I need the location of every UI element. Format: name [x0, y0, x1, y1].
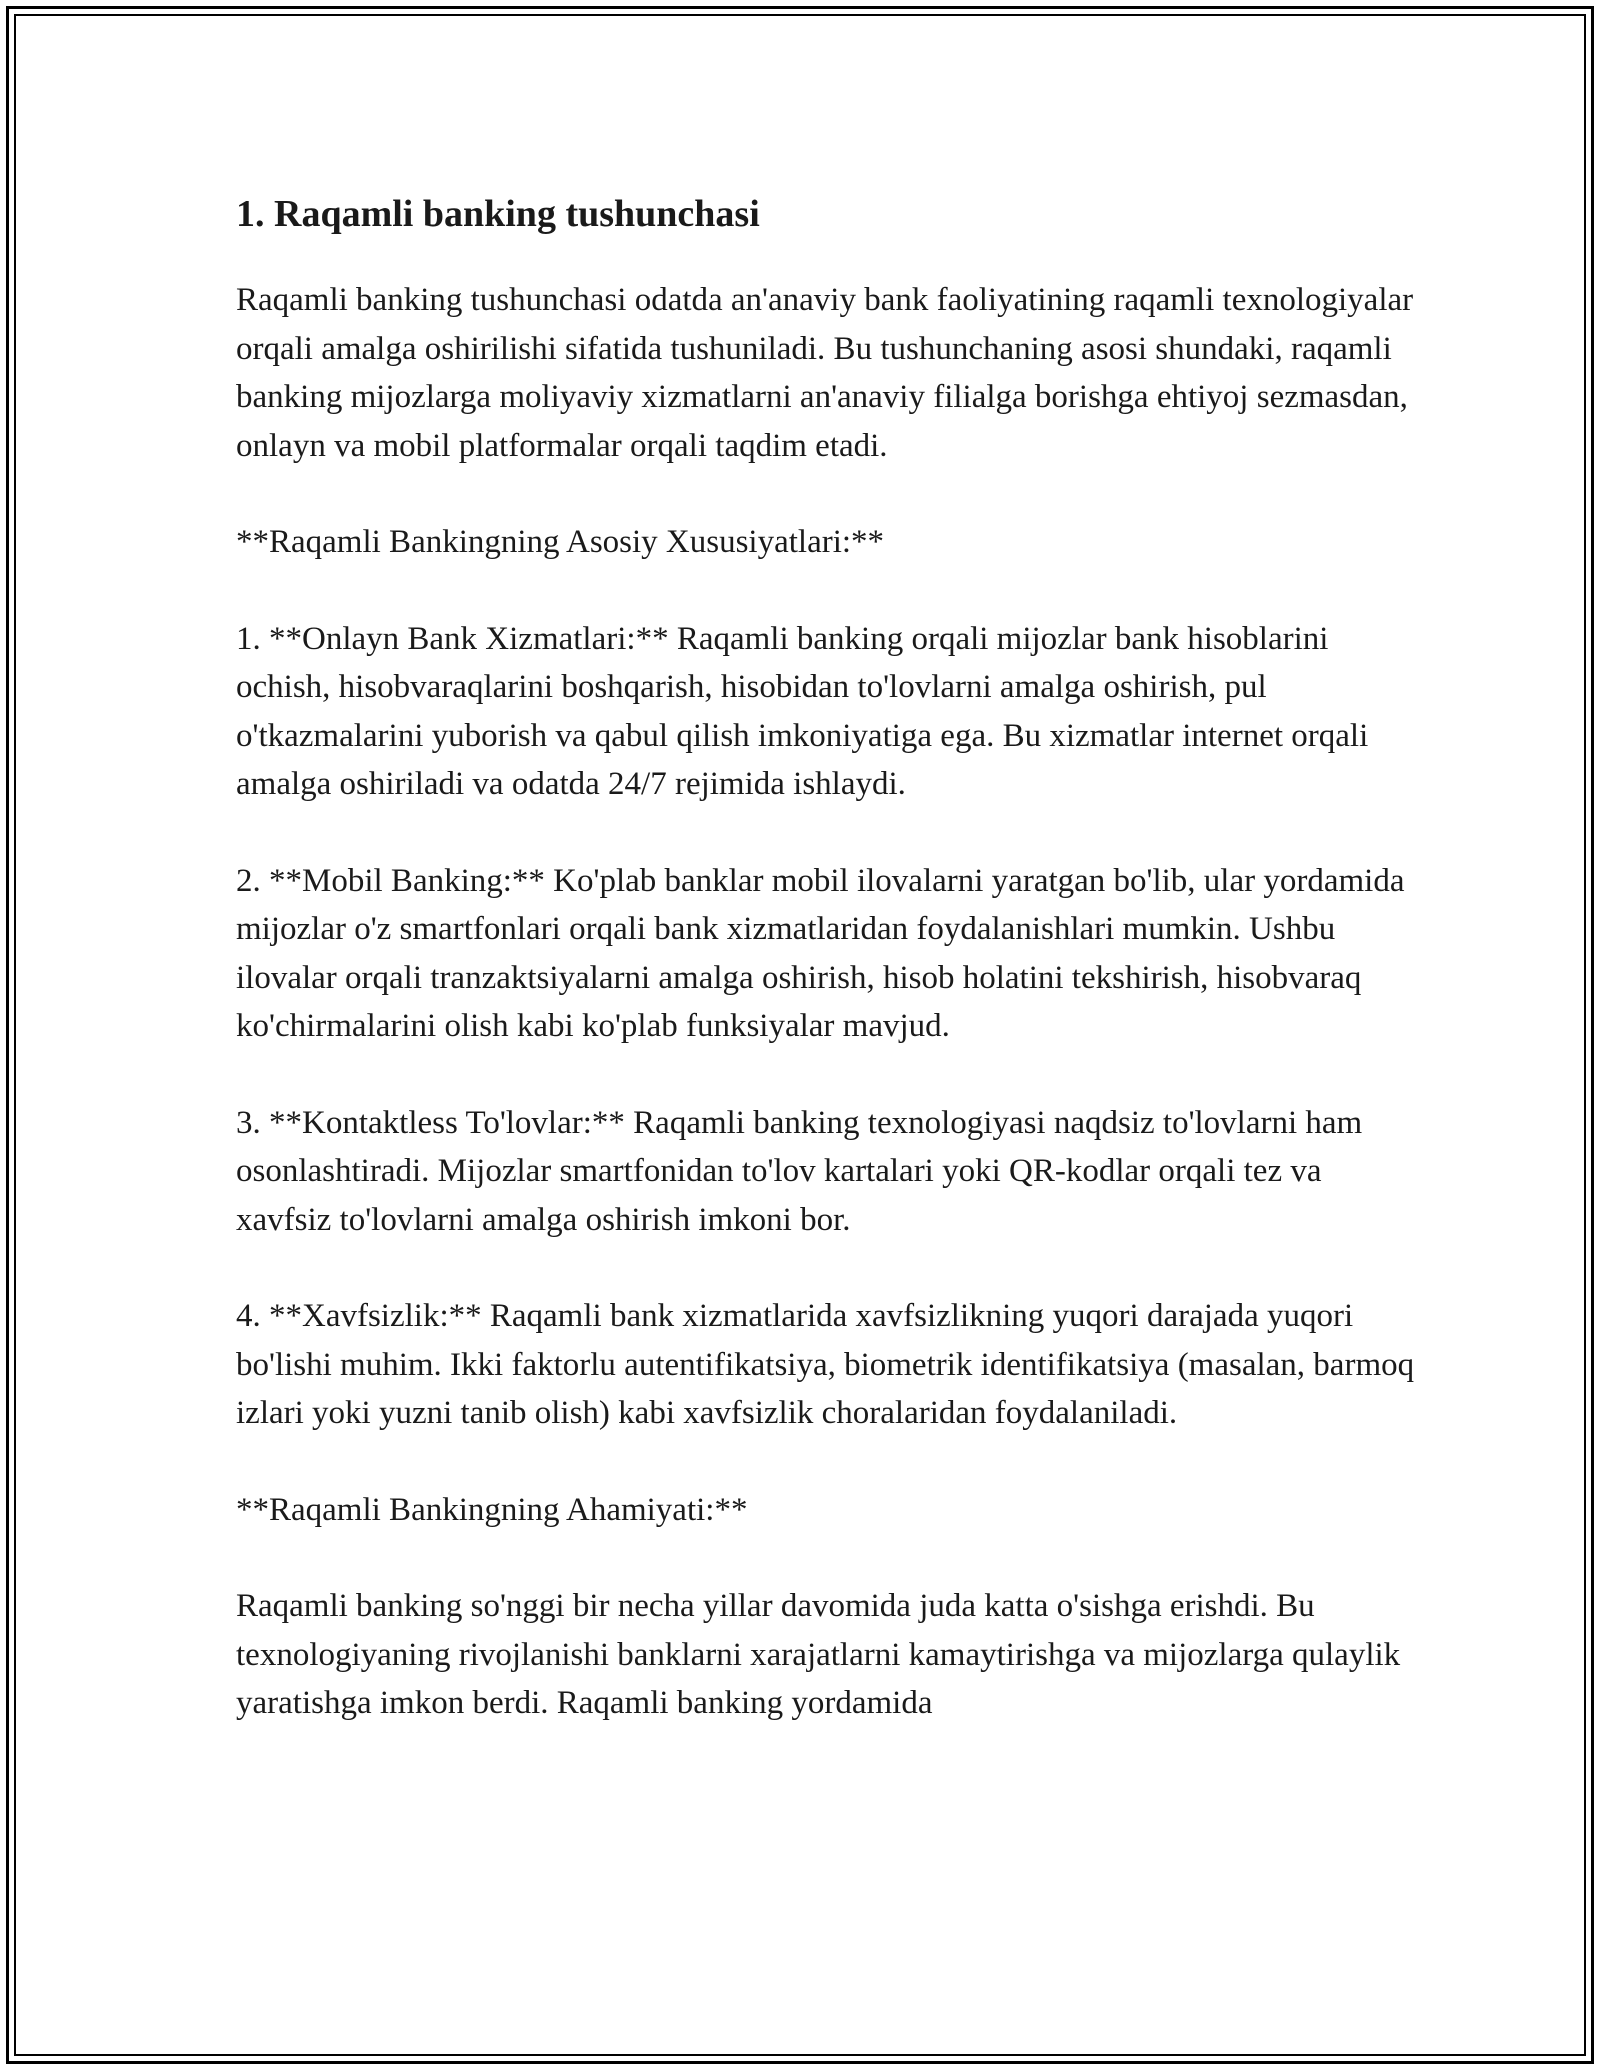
feature-item-online-banking: 1. **Onlayn Bank Xizmatlari:** Raqamli banking orqali mijozlar bank hisoblarini ochish, hisobvaraqlarini boshqarish, hisobidan to'lovlarni amalga oshirish, pul o'tkazmalarini yuborish va qabul qilish imkoniyatiga ega. Bu xizmatlar internet orqali amalga oshiriladi va odatda 24/7 rejimida ishlaydi.: [236, 620, 1369, 802]
intro-paragraph: Raqamli banking tushunchasi odatda an'anaviy bank faoliyatining raqamli texnologiyalar orqali amalga oshirilishi sifatida tushuniladi. Bu tushunchaning asosi shundaki, raqamli banking mijozlarga moliyaviy xizmatlarni an'anaviy filialga borishga ehtiyoj sezmasdan, onlayn va mobil platformalar orqali taqdim etadi.: [236, 282, 1414, 464]
importance-subheading: **Raqamli Bankingning Ahamiyati:**: [236, 1491, 748, 1528]
features-subheading: **Raqamli Bankingning Asosiy Xususiyatlari:**: [236, 524, 885, 560]
document-body: [236, 186, 1416, 1776]
feature-item-contactless-payments: 3. **Kontaktless To'lovlar:** Raqamli banking texnologiyasi naqdsiz to'lovlarni ham osonlashtiradi. Mijozlar smartfonidan to'lov kartalari yoki QR-kodlar orqali tez va xavfsiz to'lovlarni amalga oshirish imkoni bor.: [236, 1104, 1363, 1238]
document-heading: 1. Raqamli banking tushunchasi: [236, 193, 760, 235]
importance-paragraph: Raqamli banking so'nggi bir necha yillar davomida juda katta o'sishga erishdi. Bu texnologiyaning rivojlanishi banklarni xarajatlarni kamaytirishga va mijozlarga qulaylik yaratishga imkon berdi. Raqamli banking yordamida: [236, 1588, 1401, 1721]
feature-item-mobile-banking: 2. **Mobil Banking:** Ko'plab banklar mobil ilovalarni yaratgan bo'lib, ular yordamida mijozlar o'z smartfonlari orqali bank xizmatlaridan foydalanishlari mumkin. Ushbu ilovalar orqali tranzaktsiyalarni amalga oshirish, hisob holatini tekshirish, hisobvaraq ko'chirmalarini olish kabi ko'plab funksiyalar mavjud.: [236, 862, 1405, 1044]
feature-item-security: 4. **Xavfsizlik:** Raqamli bank xizmatlarida xavfsizlikning yuqori darajada yuqori bo'lishi muhim. Ikki faktorlu autentifikatsiya, biometrik identifikatsiya (masalan, barmoq izlari yoki yuzni tanib olish) kabi xavfsizlik choralaridan foydalaniladi.: [236, 1298, 1415, 1431]
